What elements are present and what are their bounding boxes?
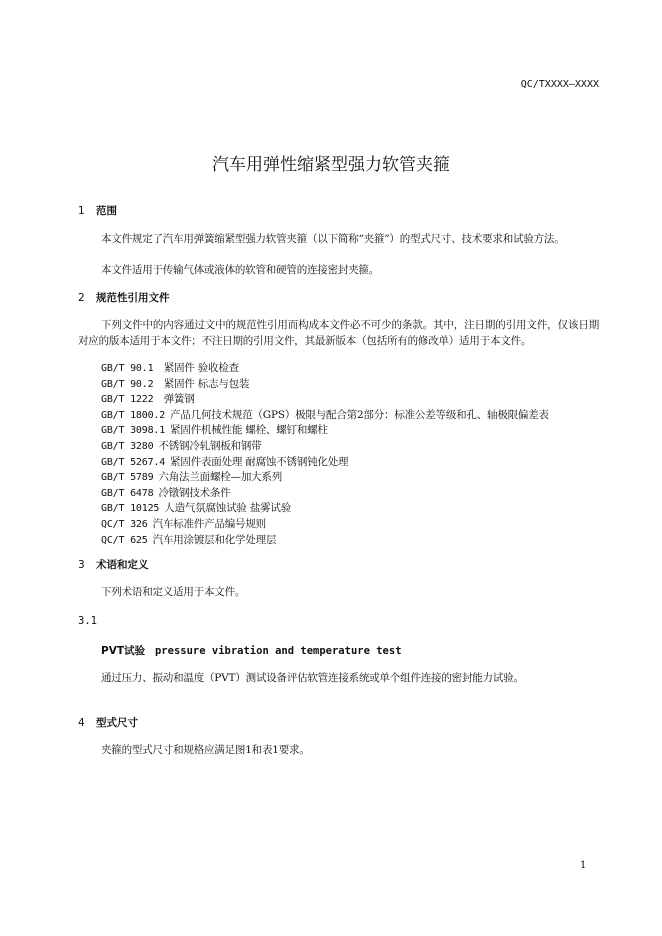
reference-item <box>101 517 601 533</box>
reference-title: 六角法兰面螺栓—加大系列 <box>158 471 283 484</box>
term-chinese: PVT试验 <box>101 645 145 657</box>
section-number: 4 <box>78 717 85 729</box>
reference-title: 紧固件 标志与包装 <box>163 377 250 390</box>
reference-code: GB/T 10125 <box>101 503 160 515</box>
reference-code: GB/T 3098.1 <box>101 425 166 437</box>
reference-item <box>101 470 601 486</box>
reference-code: GB/T 3280 <box>101 440 154 452</box>
reference-title: 紧固件 验收检查 <box>163 362 239 374</box>
paragraph: 下列文件中的内容通过文中的规范性引用而构成本文件必不可少的条款。其中，注日期的引用文件，仅该日期对应的版本适用于本文件；不注日期的引用文件，其最新版本（包括所有的修改单）适用于本文件。 <box>78 319 599 347</box>
reference-item <box>101 392 601 408</box>
reference-code: GB/T 6478 <box>101 487 154 499</box>
reference-item <box>101 408 601 424</box>
reference-item <box>101 423 601 439</box>
term-number: 3.1 <box>78 615 97 627</box>
reference-code: GB/T 5789 <box>101 472 154 484</box>
reference-item <box>101 486 601 502</box>
section-2-heading <box>78 290 170 305</box>
reference-item <box>101 455 601 471</box>
page-number: 1 <box>580 860 587 871</box>
document-title: 汽车用弹性缩紧型强力软管夹箍 <box>212 155 450 175</box>
term-definition: 通过压力、振动和温度（PVT）测试设备评估软管连接系统或单个组件连接的密封能力试验。 <box>101 672 524 684</box>
term-english: pressure vibration and temperature test <box>154 645 402 657</box>
section-title: 术语和定义 <box>96 559 149 571</box>
section-number: 3 <box>78 559 85 571</box>
reference-title: 弹簧钢 <box>163 393 195 406</box>
section-title: 型式尺寸 <box>96 717 138 729</box>
section-number: 2 <box>78 292 85 304</box>
reference-title: 紧固件机械性能 螺栓、螺钉和螺柱 <box>170 424 328 437</box>
reference-item <box>101 377 601 393</box>
section-title: 规范性引用文件 <box>96 292 170 304</box>
reference-title: 冷镦钢技术条件 <box>158 486 231 499</box>
reference-item <box>101 533 601 549</box>
reference-item <box>101 439 601 455</box>
reference-code: QC/T 326 <box>101 518 148 530</box>
reference-list <box>101 361 601 548</box>
reference-item <box>101 361 601 377</box>
reference-title: 人造气氛腐蚀试验 盐雾试验 <box>164 502 292 515</box>
reference-title: 不锈钢冷轧钢板和钢带 <box>158 439 262 452</box>
section-4-heading <box>78 715 138 730</box>
reference-code: QC/T 625 <box>101 534 148 546</box>
section-1-heading <box>78 203 117 218</box>
term-entry <box>101 643 402 658</box>
reference-code: GB/T 90.1 <box>101 363 154 374</box>
paragraph: 下列术语和定义适用于本文件。 <box>101 586 246 598</box>
reference-title: 汽车标准件产品编号规则 <box>152 517 266 530</box>
section-3-heading <box>78 557 149 572</box>
reference-code: GB/T 90.2 <box>101 378 154 390</box>
reference-title: 汽车用涂镀层和化学处理层 <box>152 533 277 546</box>
paragraph: 本文件适用于传输气体或液体的软管和硬管的连接密封夹箍。 <box>101 264 380 276</box>
reference-item <box>101 501 601 517</box>
reference-code: GB/T 5267.4 <box>101 456 166 468</box>
reference-title: 产品几何技术规范（GPS）极限与配合第2部分：标准公差等级和孔、轴极限偏差表 <box>170 408 549 421</box>
reference-code: GB/T 1222 <box>101 394 154 406</box>
standard-number: QC/TXXXX—XXXX <box>520 79 599 90</box>
paragraph: 夹箍的型式尺寸和规格应满足图1和表1要求。 <box>101 744 310 756</box>
section-title: 范围 <box>96 205 117 217</box>
section-number: 1 <box>78 205 85 217</box>
reference-title: 紧固件表面处理 耐腐蚀不锈钢钝化处理 <box>170 455 349 468</box>
reference-code: GB/T 1800.2 <box>101 409 166 421</box>
paragraph: 本文件规定了汽车用弹簧缩紧型强力软管夹箍（以下简称“夹箍”）的型式尺寸、技术要求和试验方法。 <box>101 233 565 245</box>
